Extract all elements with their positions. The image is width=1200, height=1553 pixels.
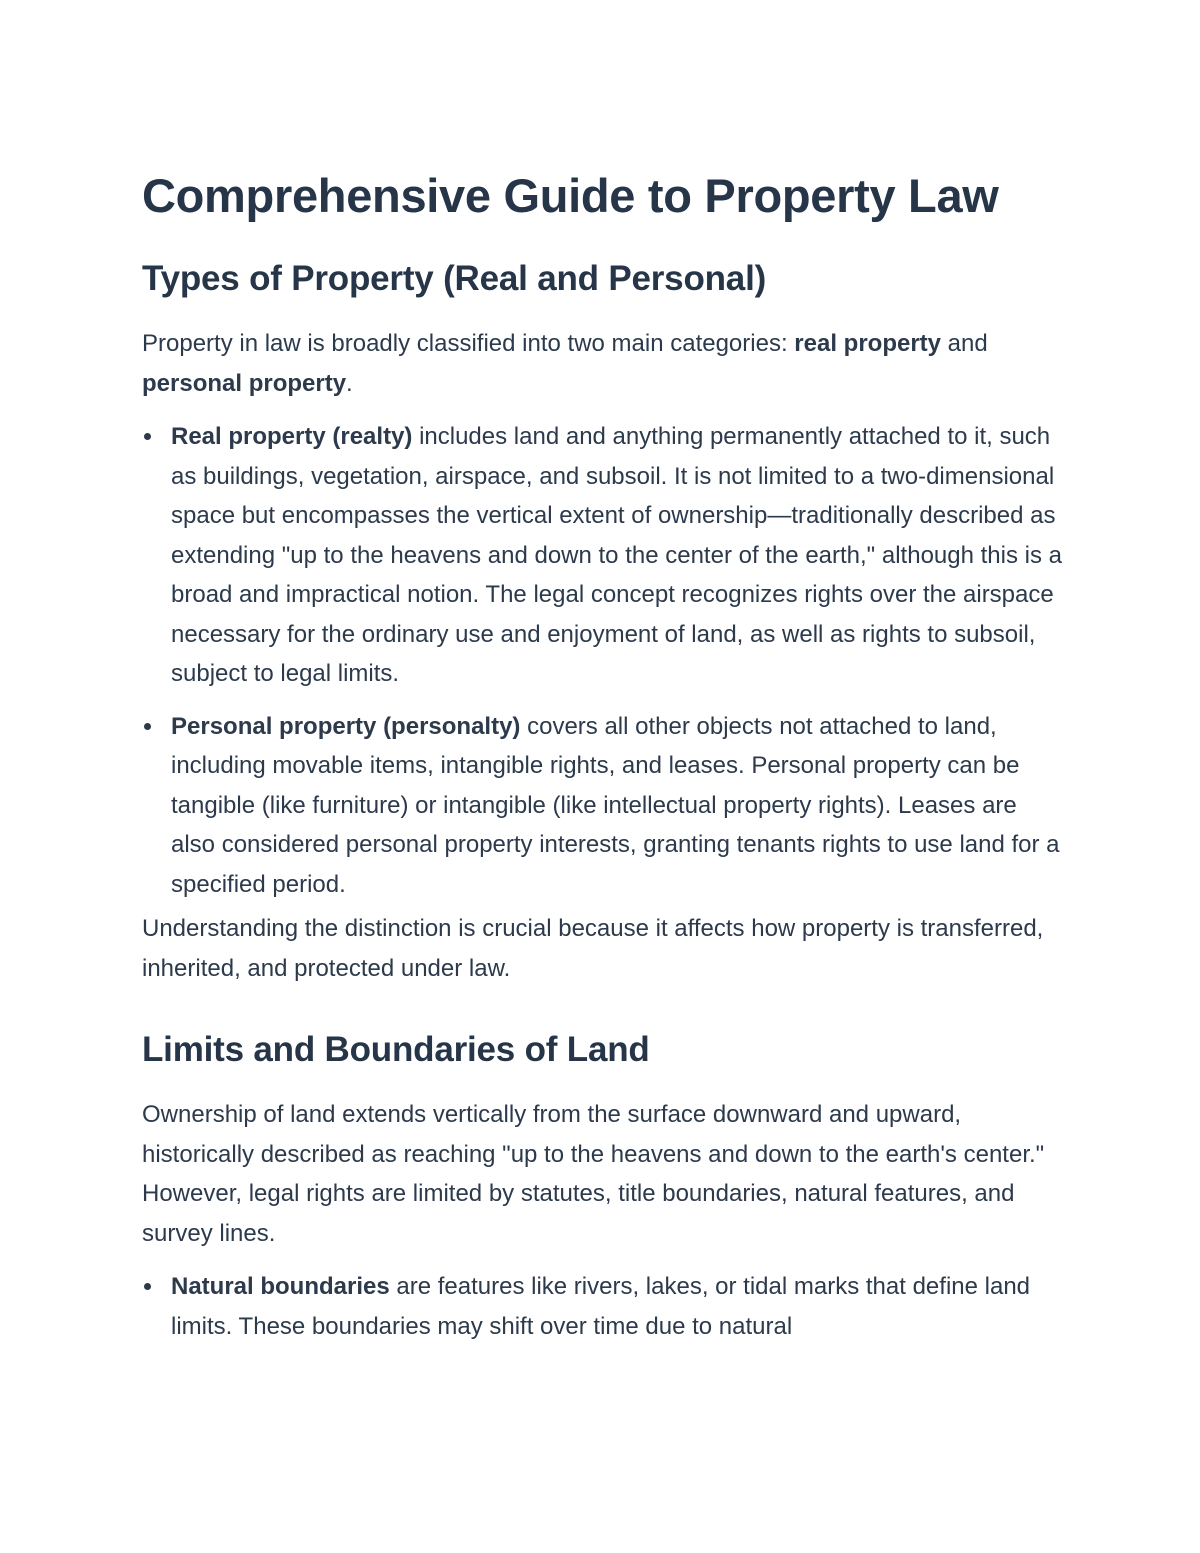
bullet-icon [144,723,151,730]
section-heading-limits-and-boundaries: Limits and Boundaries of Land [142,1030,650,1069]
list-item-real-property: Real property (realty) includes land and anything permanently attached to it, such as buildings, vegetation, airspace, and subsoil. It is not limited to a two-dimensional space but encompasses the vertical extent of ownership—traditionally described as extending "up to the heavens and down to the center of the earth," although this is a broad and impractical notion. The legal concept recognizes rights over the airspace necessary for the ordinary use and enjoyment of land, as well as rights to subsoil, subject to legal limits. [142,417,1062,694]
section-heading-types-of-property: Types of Property (Real and Personal) [142,259,767,298]
section1-conclusion-paragraph: Understanding the distinction is crucial because it affects how property is transferred, inherited, and protected under law. [142,915,1044,982]
section1-intro-paragraph: Property in law is broadly classified into two main categories: real property and personal property. [142,330,988,397]
property-types-list [142,417,1062,904]
section2-intro-paragraph: Ownership of land extends vertically from the surface downward and upward, historically described as reaching "up to the heavens and down to the earth's center." However, legal rights are limited by statutes, title boundaries, natural features, and survey lines. [142,1101,1045,1247]
document-title: Comprehensive Guide to Property Law [142,169,999,222]
boundaries-list [142,1267,1062,1346]
bullet-icon [144,1283,151,1290]
document-page [142,168,1062,1346]
list-item-personal-property: Personal property (personalty) covers all other objects not attached to land, including movable items, intangible rights, and leases. Personal property can be tangible (like furniture) or intangible (like intellectual property rights). Leases are also considered personal property interests, granting tenants rights to use land for a specified period. [142,707,1062,905]
list-item-natural-boundaries: Natural boundaries are features like rivers, lakes, or tidal marks that define land limits. These boundaries may shift over time due to natural [142,1267,1062,1346]
bullet-icon [144,433,151,440]
